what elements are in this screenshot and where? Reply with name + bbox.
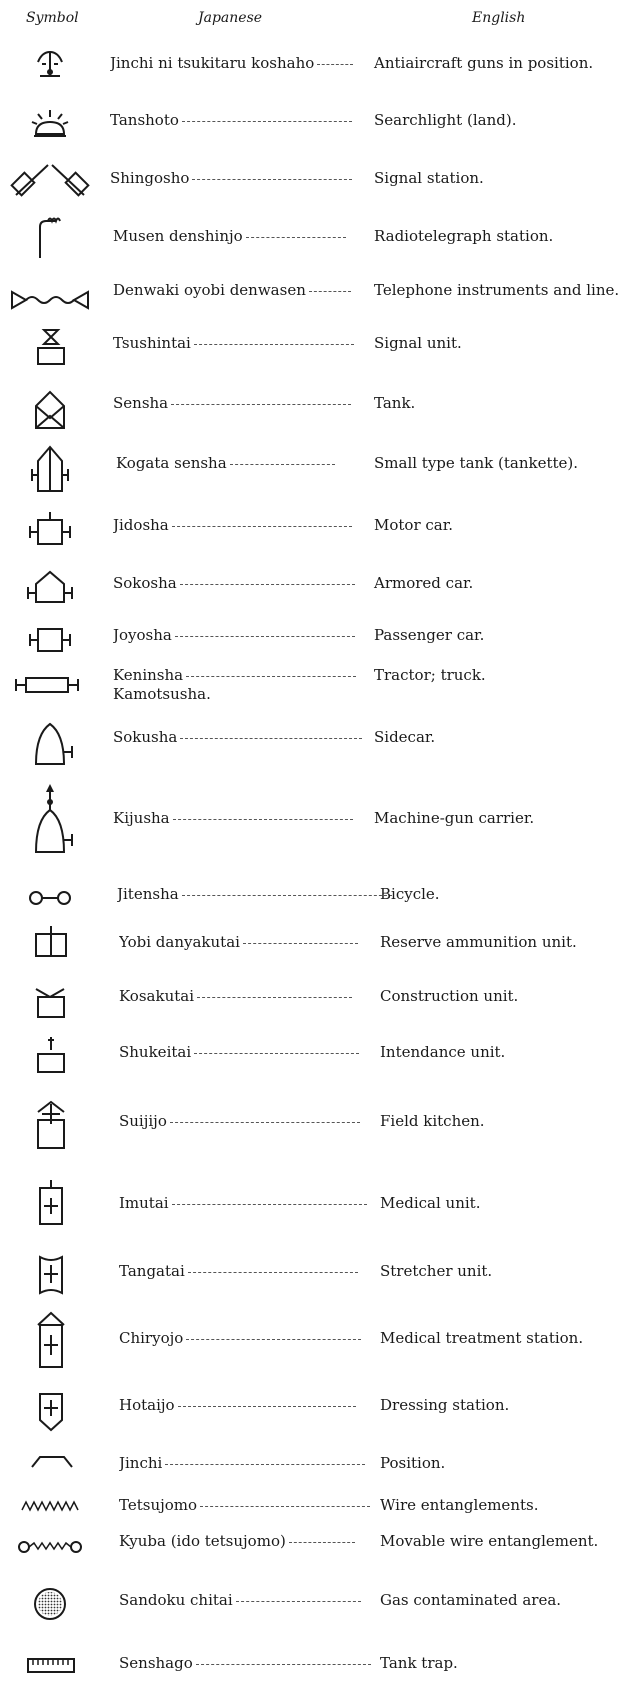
japanese-term-text: Jinchi bbox=[119, 1453, 163, 1472]
tank-trap-icon bbox=[8, 1645, 92, 1690]
english-term: Motor car. bbox=[374, 515, 454, 534]
leader-dashes bbox=[197, 996, 352, 998]
english-term: Gas contaminated area. bbox=[380, 1591, 562, 1609]
table-row bbox=[0, 662, 640, 710]
japanese-term bbox=[119, 1396, 356, 1414]
leader-dashes bbox=[170, 1121, 360, 1123]
english-term: Reserve ammunition unit. bbox=[380, 933, 577, 951]
english-term: Position. bbox=[380, 1453, 446, 1472]
table-row bbox=[0, 155, 640, 210]
japanese-term bbox=[119, 1496, 370, 1514]
radio-antenna-icon bbox=[8, 213, 92, 268]
table-row bbox=[0, 1492, 640, 1527]
english-term: Armored car. bbox=[374, 574, 474, 592]
japanese-term bbox=[113, 227, 346, 245]
telephone-line-icon bbox=[8, 270, 92, 320]
leader-dashes bbox=[194, 343, 354, 345]
machine-gun-carrier-icon bbox=[8, 780, 92, 865]
header-english: English bbox=[472, 10, 526, 26]
japanese-term-text: Sensha bbox=[113, 393, 169, 412]
english-term: Stretcher unit. bbox=[380, 1262, 493, 1280]
leader-dashes bbox=[236, 1600, 361, 1602]
english-term: Dressing station. bbox=[380, 1396, 510, 1414]
english-term: Passenger car. bbox=[374, 625, 485, 644]
table-row bbox=[0, 1645, 640, 1690]
leader-dashes bbox=[192, 178, 352, 180]
japanese-term bbox=[119, 1194, 367, 1212]
english-term: Machine-gun carrier. bbox=[374, 808, 535, 827]
japanese-term-text: Sandoku chitai bbox=[119, 1591, 233, 1609]
movable-wire-icon bbox=[8, 1527, 92, 1565]
leader-dashes bbox=[230, 463, 335, 465]
japanese-term-alt: Kamotsusha. bbox=[113, 685, 211, 703]
sidecar-icon bbox=[8, 712, 92, 772]
english-term: Small type tank (tankette). bbox=[374, 453, 579, 472]
english-term: Movable wire entanglement. bbox=[380, 1532, 599, 1550]
japanese-term bbox=[119, 1043, 359, 1061]
english-term: Bicycle. bbox=[380, 885, 440, 903]
japanese-term bbox=[119, 1454, 365, 1472]
leader-dashes bbox=[246, 236, 346, 238]
english-term: Tractor; truck. bbox=[374, 666, 486, 684]
japanese-term bbox=[113, 574, 355, 592]
leader-dashes bbox=[165, 1463, 365, 1465]
leader-dashes bbox=[175, 635, 355, 637]
tractor-truck-icon bbox=[8, 662, 92, 710]
leader-dashes bbox=[180, 583, 355, 585]
japanese-term bbox=[119, 1532, 355, 1550]
table-row bbox=[0, 878, 640, 920]
table-row bbox=[0, 213, 640, 268]
table-row bbox=[0, 922, 640, 972]
leader-dashes bbox=[180, 737, 362, 739]
japanese-term-text: Jitensha bbox=[117, 885, 179, 903]
japanese-term-text: Jinchi ni tsukitaru koshaho bbox=[110, 53, 315, 72]
signal-unit-icon bbox=[8, 322, 92, 374]
leader-dashes bbox=[200, 1505, 370, 1507]
header-japanese: Japanese bbox=[198, 10, 263, 26]
english-term: Tank trap. bbox=[380, 1653, 458, 1672]
japanese-term-text: Tangatai bbox=[119, 1262, 185, 1280]
table-row bbox=[0, 562, 640, 614]
japanese-term bbox=[119, 1329, 361, 1347]
japanese-term-text: Musen denshinjo bbox=[113, 226, 243, 245]
table-row bbox=[0, 780, 640, 865]
japanese-term-text: Jidosha bbox=[113, 515, 169, 534]
leader-dashes bbox=[196, 1663, 371, 1665]
table-row bbox=[0, 1380, 640, 1440]
table-row bbox=[0, 1245, 640, 1307]
japanese-term bbox=[119, 987, 352, 1005]
construction-unit-icon bbox=[8, 975, 92, 1027]
japanese-term-text: Kyuba (ido tetsujomo) bbox=[119, 1532, 286, 1550]
english-term: Wire entanglements. bbox=[380, 1495, 539, 1514]
wire-entanglement-icon bbox=[8, 1492, 92, 1527]
japanese-term bbox=[113, 666, 356, 703]
table-row bbox=[0, 1527, 640, 1565]
leader-dashes bbox=[182, 894, 392, 896]
english-term: Searchlight (land). bbox=[374, 111, 517, 129]
english-term: Medical unit. bbox=[380, 1194, 481, 1212]
header-symbol: Symbol bbox=[26, 10, 79, 26]
japanese-term-text: Kosakutai bbox=[119, 987, 194, 1005]
medical-station-icon bbox=[8, 1305, 92, 1380]
japanese-term bbox=[119, 933, 358, 951]
leader-dashes bbox=[243, 942, 358, 944]
english-term: Signal station. bbox=[374, 168, 484, 187]
signal-flags-icon bbox=[8, 155, 92, 210]
table-row bbox=[0, 1172, 640, 1244]
japanese-term bbox=[119, 1262, 358, 1280]
medical-unit-icon bbox=[8, 1172, 92, 1244]
table-row bbox=[0, 1090, 640, 1162]
japanese-term-text: Tanshoto bbox=[110, 111, 179, 129]
table-row bbox=[0, 1030, 640, 1084]
motor-car-icon bbox=[8, 502, 92, 557]
japanese-term-text: Keninsha bbox=[113, 666, 184, 684]
intendance-unit-icon bbox=[8, 1030, 92, 1084]
armored-car-icon bbox=[8, 562, 92, 614]
antiaircraft-gun-icon bbox=[8, 40, 92, 95]
japanese-term-text: Sokosha bbox=[113, 574, 177, 592]
english-term: Telephone instruments and line. bbox=[374, 281, 620, 299]
table-row bbox=[0, 1305, 640, 1380]
japanese-term bbox=[113, 281, 351, 299]
japanese-term-text: Denwaki oyobi denwasen bbox=[113, 281, 306, 299]
position-icon bbox=[8, 1445, 92, 1490]
japanese-term bbox=[113, 516, 352, 534]
table-row bbox=[0, 502, 640, 557]
japanese-term-text: Tetsujomo bbox=[119, 1495, 198, 1514]
japanese-term bbox=[119, 1591, 361, 1609]
japanese-term bbox=[110, 169, 352, 187]
english-term: Intendance unit. bbox=[380, 1043, 506, 1061]
leader-dashes bbox=[188, 1271, 358, 1273]
leader-dashes bbox=[317, 63, 353, 65]
japanese-term bbox=[110, 54, 353, 72]
japanese-term-text: Yobi danyakutai bbox=[119, 933, 240, 951]
japanese-term bbox=[110, 111, 352, 129]
leader-dashes bbox=[172, 1203, 367, 1205]
japanese-term bbox=[119, 1112, 360, 1130]
japanese-term-text: Joyosha bbox=[113, 625, 172, 644]
reserve-ammunition-icon bbox=[8, 922, 92, 972]
table-row bbox=[0, 1570, 640, 1640]
leader-dashes bbox=[186, 675, 356, 677]
japanese-term-text: Kogata sensha bbox=[116, 453, 227, 472]
leader-dashes bbox=[182, 120, 352, 122]
passenger-car-icon bbox=[8, 617, 92, 662]
japanese-term-text: Shingosho bbox=[110, 168, 190, 187]
japanese-term-text: Tsushintai bbox=[113, 334, 191, 352]
japanese-term-text: Imutai bbox=[119, 1194, 169, 1212]
japanese-term-text: Senshago bbox=[119, 1653, 193, 1672]
english-term: Medical treatment station. bbox=[380, 1328, 584, 1347]
table-row bbox=[0, 380, 640, 435]
leader-dashes bbox=[178, 1405, 356, 1407]
table-row bbox=[0, 1445, 640, 1490]
japanese-term bbox=[113, 728, 362, 746]
leader-dashes bbox=[289, 1541, 355, 1543]
japanese-term bbox=[113, 394, 351, 412]
table-row bbox=[0, 617, 640, 662]
english-term: Field kitchen. bbox=[380, 1112, 485, 1130]
japanese-term bbox=[113, 334, 354, 352]
gas-area-icon bbox=[8, 1570, 92, 1640]
japanese-term-text: Kijusha bbox=[113, 808, 170, 827]
table-row bbox=[0, 712, 640, 772]
field-kitchen-icon bbox=[8, 1090, 92, 1162]
table-row bbox=[0, 100, 640, 150]
leader-dashes bbox=[172, 525, 352, 527]
japanese-term-text: Chiryojo bbox=[119, 1328, 184, 1347]
tank-icon bbox=[8, 380, 92, 435]
table-row bbox=[0, 975, 640, 1027]
leader-dashes bbox=[171, 403, 351, 405]
bicycle-icon bbox=[8, 878, 92, 920]
table-row bbox=[0, 435, 640, 500]
tankette-icon bbox=[8, 435, 92, 500]
table-row bbox=[0, 270, 640, 320]
table-row bbox=[0, 40, 640, 95]
japanese-term-text: Sokusha bbox=[113, 728, 178, 746]
japanese-term bbox=[113, 626, 355, 644]
table-row bbox=[0, 322, 640, 374]
leader-dashes bbox=[173, 818, 353, 820]
english-term: Signal unit. bbox=[374, 334, 462, 352]
japanese-term bbox=[119, 1654, 371, 1672]
stretcher-unit-icon bbox=[8, 1245, 92, 1307]
japanese-term-text: Suijijo bbox=[119, 1112, 167, 1130]
english-term: Tank. bbox=[374, 393, 416, 412]
japanese-term bbox=[117, 885, 392, 903]
english-term: Sidecar. bbox=[374, 728, 436, 746]
leader-dashes bbox=[309, 290, 351, 292]
japanese-term bbox=[116, 454, 335, 472]
english-term: Construction unit. bbox=[380, 987, 519, 1005]
dressing-station-icon bbox=[8, 1380, 92, 1440]
english-term: Antiaircraft guns in position. bbox=[374, 53, 594, 72]
japanese-term bbox=[113, 809, 353, 827]
english-term: Radiotelegraph station. bbox=[374, 226, 554, 245]
japanese-term-text: Shukeitai bbox=[119, 1043, 192, 1061]
leader-dashes bbox=[194, 1052, 359, 1054]
japanese-term-text: Hotaijo bbox=[119, 1396, 175, 1414]
leader-dashes bbox=[186, 1338, 361, 1340]
searchlight-icon bbox=[8, 100, 92, 150]
